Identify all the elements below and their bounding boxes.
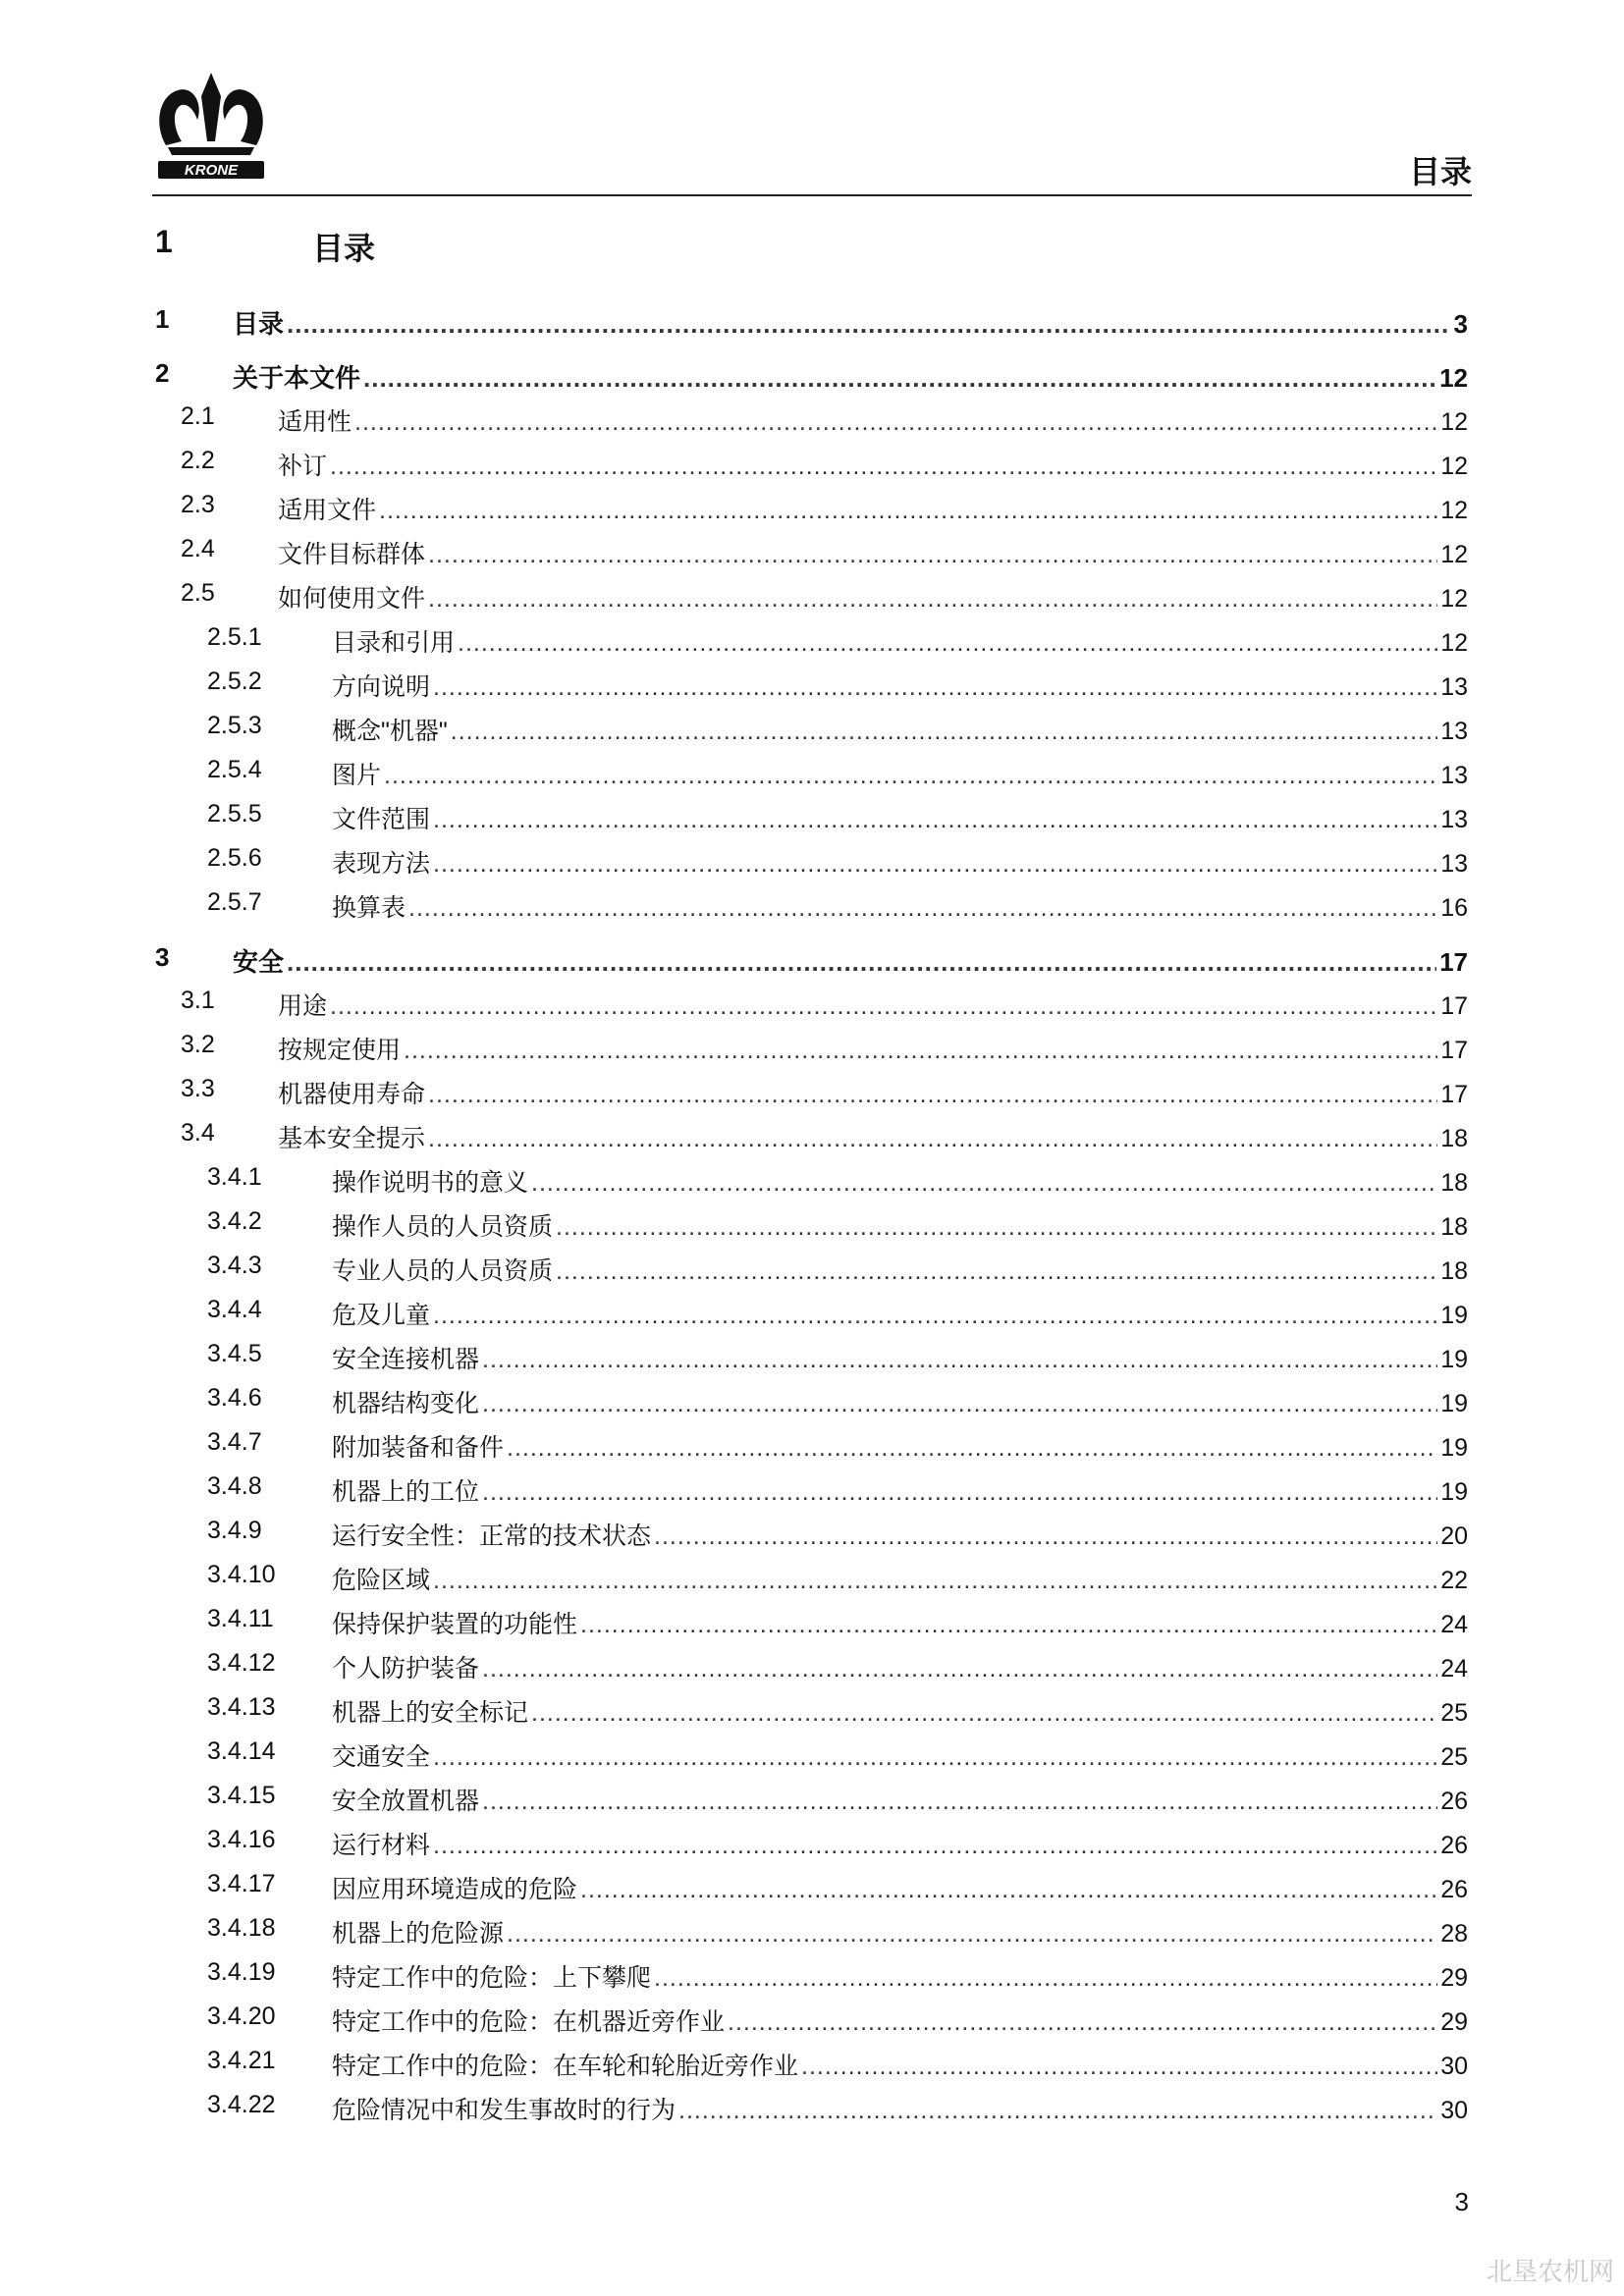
toc-dot-leader (433, 850, 1437, 879)
toc-entry[interactable] (152, 1200, 1468, 1244)
toc-entry-title: 机器上的危险源 (332, 1920, 505, 1948)
toc-entry-title: 按规定使用 (278, 1037, 402, 1064)
toc-entry-number: 3.4.5 (207, 1340, 262, 1367)
toc-entry-title: 机器结构变化 (332, 1390, 480, 1417)
toc-dot-leader (507, 1920, 1437, 1949)
toc-entry-line (332, 800, 1468, 835)
toc-entry-number: 2.3 (181, 491, 215, 518)
toc-dot-leader (330, 453, 1437, 481)
toc-gap (152, 341, 1468, 350)
toc-entry[interactable] (152, 660, 1468, 704)
toc-entry-number: 3.4.3 (207, 1252, 262, 1279)
toc-dot-leader (556, 1257, 1437, 1286)
toc-entry-number: 3.4.12 (207, 1649, 276, 1677)
toc-dot-leader (556, 1213, 1437, 1242)
toc-entry-line (332, 1605, 1468, 1640)
toc-entry[interactable] (152, 1862, 1468, 1906)
toc-entry[interactable] (152, 615, 1468, 660)
toc-entry-line (278, 1119, 1468, 1154)
toc-entry[interactable] (152, 1730, 1468, 1774)
toc-entry-page: 12 (1439, 363, 1468, 393)
toc-entry-line (332, 2047, 1468, 2082)
toc-entry-line (332, 1207, 1468, 1243)
toc-entry[interactable] (152, 527, 1468, 571)
toc-entry-number: 2.1 (181, 402, 215, 430)
toc-entry-title: 关于本文件 (233, 363, 361, 393)
toc-entry-number: 2.5.5 (207, 800, 262, 828)
watermark: 北垦农机网 (1486, 2258, 1614, 2287)
toc-entry-page: 26 (1440, 1788, 1468, 1815)
toc-entry-page: 13 (1440, 673, 1468, 701)
toc-entry-title: 安全放置机器 (332, 1788, 480, 1815)
toc-entry-number: 2.5.3 (207, 712, 262, 739)
toc-entry-line (332, 1340, 1468, 1375)
toc-entry-number: 3.4.16 (207, 1826, 276, 1853)
toc-entry[interactable] (152, 1067, 1468, 1111)
toc-entry-page: 19 (1440, 1478, 1468, 1506)
toc-entry[interactable] (152, 1420, 1468, 1465)
toc-entry-title: 文件范围 (332, 806, 431, 833)
toc-dot-leader (654, 1964, 1437, 1993)
toc-entry[interactable] (152, 748, 1468, 792)
toc-entry-number: 3.2 (181, 1031, 215, 1058)
toc-entry[interactable] (152, 1376, 1468, 1420)
toc-dot-leader (384, 762, 1437, 790)
toc-entry-page: 19 (1440, 1302, 1468, 1329)
toc-entry-number: 2.5.7 (207, 888, 262, 916)
toc-entry-title: 特定工作中的危险：上下攀爬 (332, 1964, 652, 1992)
toc-entry-number: 2.2 (181, 447, 215, 474)
toc-dot-leader (428, 585, 1437, 614)
toc-entry-title: 安全 (233, 947, 285, 977)
toc-entry-line (332, 1737, 1468, 1773)
toc-dot-leader (531, 1169, 1437, 1198)
toc-entry[interactable] (152, 350, 1468, 395)
toc-dot-leader (654, 1522, 1437, 1551)
toc-entry-page: 17 (1440, 1081, 1468, 1108)
toc-dot-leader (433, 1832, 1437, 1860)
toc-entry-title: 如何使用文件 (278, 585, 426, 613)
toc-entry-number: 3.4.4 (207, 1296, 262, 1323)
toc-dot-leader (801, 2053, 1437, 2081)
toc-dot-leader (458, 629, 1437, 658)
toc-entry-title: 因应用环境造成的危险 (332, 1876, 578, 1903)
toc-dot-leader (507, 1434, 1437, 1463)
toc-entry[interactable] (152, 1332, 1468, 1376)
toc-entry-line (332, 2091, 1468, 2126)
toc-entry-page: 25 (1440, 1699, 1468, 1727)
toc-entry-line (332, 1914, 1468, 1949)
toc-entry-title: 适用文件 (278, 497, 377, 524)
toc-entry-page: 12 (1440, 541, 1468, 568)
toc-entry[interactable] (152, 1995, 1468, 2039)
toc-entry-line (332, 1472, 1468, 1508)
toc-dot-leader (580, 1876, 1437, 1904)
krone-logo (152, 69, 270, 185)
toc-entry-number: 3.1 (181, 987, 215, 1014)
toc-entry-title: 换算表 (332, 894, 406, 922)
toc-entry-page: 26 (1440, 1832, 1468, 1859)
toc-entry[interactable] (152, 1111, 1468, 1155)
toc-entry-number: 3.4.9 (207, 1517, 262, 1544)
toc-entry-title: 交通安全 (332, 1743, 431, 1771)
toc-dot-leader (433, 1743, 1437, 1772)
toc-entry[interactable] (152, 704, 1468, 748)
toc-entry-title: 操作人员的人员资质 (332, 1213, 554, 1241)
toc-entry-page: 22 (1440, 1567, 1468, 1594)
toc-entry[interactable] (152, 483, 1468, 527)
toc-entry-page: 17 (1440, 1037, 1468, 1064)
toc-dot-leader (363, 363, 1436, 394)
toc-entry-number: 3.4.6 (207, 1384, 262, 1412)
toc-entry-page: 26 (1440, 1876, 1468, 1903)
toc-entry-number: 2.5 (181, 579, 215, 607)
toc-entry-title: 机器上的工位 (332, 1478, 480, 1506)
toc-entry-page: 30 (1440, 2097, 1468, 2124)
toc-entry-page: 25 (1440, 1743, 1468, 1771)
toc-entry[interactable] (152, 1155, 1468, 1200)
toc-entry-line (332, 1561, 1468, 1596)
toc-entry-line (278, 1031, 1468, 1066)
page-number: 3 (1454, 2187, 1469, 2216)
krone-crown-icon (152, 69, 270, 185)
toc-entry-page: 19 (1440, 1434, 1468, 1462)
toc-dot-leader (287, 309, 1451, 340)
toc-entry-number: 2.5.4 (207, 756, 262, 783)
toc-dot-leader (482, 1655, 1437, 1683)
toc-entry-line (332, 1252, 1468, 1287)
toc-entry-page: 13 (1440, 806, 1468, 833)
toc-entry-page: 20 (1440, 1522, 1468, 1550)
toc-dot-leader (451, 718, 1437, 746)
toc-entry[interactable] (152, 1818, 1468, 1862)
toc-entry[interactable] (152, 1465, 1468, 1509)
toc-entry-line (233, 942, 1468, 979)
toc-entry-page: 13 (1440, 850, 1468, 878)
toc-entry-title: 补订 (278, 453, 328, 480)
toc-entry-number: 3.4.10 (207, 1561, 276, 1588)
toc-entry-line (332, 1826, 1468, 1861)
toc-entry-number: 3.4.20 (207, 2002, 276, 2030)
toc-entry-line (233, 304, 1468, 341)
toc-entry-page: 18 (1440, 1125, 1468, 1152)
toc-dot-leader (354, 408, 1437, 437)
toc-entry[interactable] (152, 1023, 1468, 1067)
toc-dot-leader (482, 1390, 1437, 1418)
toc-entry-title: 文件目标群体 (278, 541, 426, 568)
toc-entry-line (332, 712, 1468, 747)
toc-entry-page: 12 (1440, 408, 1468, 436)
toc-entry-title: 特定工作中的危险：在车轮和轮胎近旁作业 (332, 2053, 799, 2080)
toc-entry[interactable] (152, 571, 1468, 615)
toc-entry-line (332, 2002, 1468, 2038)
toc-entry-number: 3.4.13 (207, 1693, 276, 1721)
toc-entry-line (332, 1428, 1468, 1464)
toc-entry-title: 附加装备和备件 (332, 1434, 505, 1462)
toc-entry-line (332, 756, 1468, 791)
toc-entry-title: 危险区域 (332, 1567, 431, 1594)
toc-entry[interactable] (152, 2039, 1468, 2083)
toc-entry-line (332, 1782, 1468, 1817)
toc-dot-leader (482, 1478, 1437, 1507)
toc-entry-title: 机器使用寿命 (278, 1081, 426, 1108)
toc-entry-number: 3.4.22 (207, 2091, 276, 2118)
toc-entry-line (332, 1384, 1468, 1419)
toc-entry-line (332, 844, 1468, 880)
toc-entry-number: 2 (155, 358, 170, 388)
toc-entry-page: 28 (1440, 1920, 1468, 1948)
toc-dot-leader (433, 806, 1437, 834)
toc-entry-page: 18 (1440, 1169, 1468, 1197)
toc-entry-number: 3.4.8 (207, 1472, 262, 1500)
toc-entry-title: 用途 (278, 992, 328, 1020)
toc-entry[interactable] (152, 1509, 1468, 1553)
toc-entry-title: 机器上的安全标记 (332, 1699, 529, 1727)
toc-dot-leader (404, 1037, 1437, 1065)
toc-entry-title: 运行安全性：正常的技术状态 (332, 1522, 652, 1550)
toc-entry-line (278, 535, 1468, 570)
toc-entry-line (278, 447, 1468, 482)
toc-entry-page: 24 (1440, 1611, 1468, 1638)
toc-entry-number: 3.4.19 (207, 1958, 276, 1986)
toc-entry-title: 目录 (233, 309, 285, 339)
header-divider (152, 194, 1472, 196)
toc-dot-leader (379, 497, 1437, 525)
toc-entry[interactable] (152, 2083, 1468, 2127)
chapter-title: 目录 (312, 231, 376, 266)
toc-dot-leader (428, 1081, 1437, 1109)
toc-entry-page: 16 (1440, 894, 1468, 922)
toc-entry-page: 18 (1440, 1213, 1468, 1241)
toc-entry-line (332, 888, 1468, 924)
toc-entry-title: 危险情况中和发生事故时的行为 (332, 2097, 677, 2124)
chapter-number: 1 (155, 224, 173, 259)
toc-entry[interactable] (152, 395, 1468, 439)
toc-entry-page: 17 (1440, 992, 1468, 1020)
toc-entry-line (278, 491, 1468, 526)
toc-entry-page: 29 (1440, 2008, 1468, 2036)
toc-entry-number: 3.4.17 (207, 1870, 276, 1897)
toc-entry-page: 13 (1440, 762, 1468, 789)
toc-entry-title: 适用性 (278, 408, 352, 436)
toc-dot-leader (330, 992, 1437, 1021)
toc-entry-title: 危及儿童 (332, 1302, 431, 1329)
toc-dot-leader (433, 673, 1437, 702)
toc-entry[interactable] (152, 1244, 1468, 1288)
toc-entry-number: 2.5.6 (207, 844, 262, 872)
toc-entry-page: 19 (1440, 1390, 1468, 1417)
toc-entry[interactable] (152, 1950, 1468, 1995)
toc-entry-number: 3.4 (181, 1119, 215, 1147)
toc-entry-page: 17 (1439, 947, 1468, 977)
toc-entry-number: 1 (155, 304, 170, 334)
header-title: 目录 (1408, 154, 1472, 189)
toc-entry-page: 24 (1440, 1655, 1468, 1682)
toc-entry-title: 运行材料 (332, 1832, 431, 1859)
toc-entry[interactable] (152, 836, 1468, 881)
toc-entry[interactable] (152, 1553, 1468, 1597)
toc-entry-page: 19 (1440, 1346, 1468, 1373)
toc-entry-line (233, 358, 1468, 395)
toc-dot-leader (433, 1567, 1437, 1595)
toc-entry-title: 保持保护装置的功能性 (332, 1611, 578, 1638)
toc-entry-title: 基本安全提示 (278, 1125, 426, 1152)
toc-entry-title: 表现方法 (332, 850, 431, 878)
toc-dot-leader (433, 1302, 1437, 1330)
toc-entry[interactable] (152, 979, 1468, 1023)
toc-entry[interactable] (152, 439, 1468, 483)
toc-entry-line (332, 1870, 1468, 1905)
toc-entry-line (332, 1163, 1468, 1199)
toc-entry[interactable] (152, 792, 1468, 836)
toc-dot-leader (728, 2008, 1437, 2037)
toc-entry-line (278, 987, 1468, 1022)
toc-entry[interactable] (152, 881, 1468, 925)
toc-entry[interactable] (152, 1906, 1468, 1950)
toc-entry[interactable] (152, 296, 1468, 341)
toc-entry[interactable] (152, 1774, 1468, 1818)
toc-entry-page: 30 (1440, 2053, 1468, 2080)
toc-entry-page: 12 (1440, 585, 1468, 613)
toc-entry-title: 操作说明书的意义 (332, 1169, 529, 1197)
toc-entry-line (332, 1958, 1468, 1994)
toc-entry-number: 3 (155, 942, 170, 972)
toc-dot-leader (428, 541, 1437, 569)
toc-dot-leader (531, 1699, 1437, 1728)
toc-dot-leader (287, 947, 1436, 978)
toc-entry-number: 3.4.21 (207, 2047, 276, 2074)
toc-entry-page: 13 (1440, 718, 1468, 745)
toc-entry-title: 特定工作中的危险：在机器近旁作业 (332, 2008, 726, 2036)
toc-entry[interactable] (152, 1685, 1468, 1730)
toc-entry-number: 3.4.1 (207, 1163, 262, 1191)
toc-entry-page: 12 (1440, 453, 1468, 480)
svg-text:KRONE: KRONE (184, 162, 239, 179)
toc-gap (152, 925, 1468, 934)
toc-entry-number: 3.4.18 (207, 1914, 276, 1942)
toc-entry-page: 12 (1440, 497, 1468, 524)
toc-entry[interactable] (152, 934, 1468, 979)
toc-entry-line (332, 667, 1468, 703)
toc-entry-title: 概念"机器" (332, 718, 448, 745)
toc-entry-line (332, 1517, 1468, 1552)
toc-dot-leader (408, 894, 1437, 923)
toc-entry-title: 图片 (332, 762, 382, 789)
toc-entry-number: 3.4.15 (207, 1782, 276, 1809)
toc-entry-line (332, 1693, 1468, 1729)
toc-entry-number: 2.5.2 (207, 667, 262, 695)
toc-dot-leader (678, 2097, 1437, 2125)
toc-entry-number: 3.4.14 (207, 1737, 276, 1765)
toc-entry-line (332, 623, 1468, 659)
table-of-contents (152, 296, 1468, 2127)
toc-entry[interactable] (152, 1597, 1468, 1641)
toc-entry-title: 目录和引用 (332, 629, 456, 657)
toc-entry[interactable] (152, 1288, 1468, 1332)
toc-entry-page: 3 (1453, 309, 1468, 339)
toc-entry-line (332, 1296, 1468, 1331)
toc-entry-page: 12 (1440, 629, 1468, 657)
toc-dot-leader (428, 1125, 1437, 1153)
toc-entry-line (332, 1649, 1468, 1684)
toc-entry-number: 3.3 (181, 1075, 215, 1102)
toc-entry-line (278, 1075, 1468, 1110)
toc-entry-title: 安全连接机器 (332, 1346, 480, 1373)
toc-entry-number: 3.4.2 (207, 1207, 262, 1235)
toc-entry-page: 29 (1440, 1964, 1468, 1992)
toc-entry-title: 个人防护装备 (332, 1655, 480, 1682)
toc-dot-leader (482, 1788, 1437, 1816)
toc-entry-number: 2.5.1 (207, 623, 262, 651)
toc-entry-page: 18 (1440, 1257, 1468, 1285)
toc-entry[interactable] (152, 1641, 1468, 1685)
toc-entry-number: 3.4.7 (207, 1428, 262, 1456)
toc-dot-leader (482, 1346, 1437, 1374)
toc-dot-leader (580, 1611, 1437, 1639)
toc-entry-title: 专业人员的人员资质 (332, 1257, 554, 1285)
toc-entry-line (278, 579, 1468, 614)
toc-entry-line (278, 402, 1468, 438)
toc-entry-number: 2.4 (181, 535, 215, 562)
toc-entry-number: 3.4.11 (207, 1605, 274, 1632)
toc-entry-title: 方向说明 (332, 673, 431, 701)
